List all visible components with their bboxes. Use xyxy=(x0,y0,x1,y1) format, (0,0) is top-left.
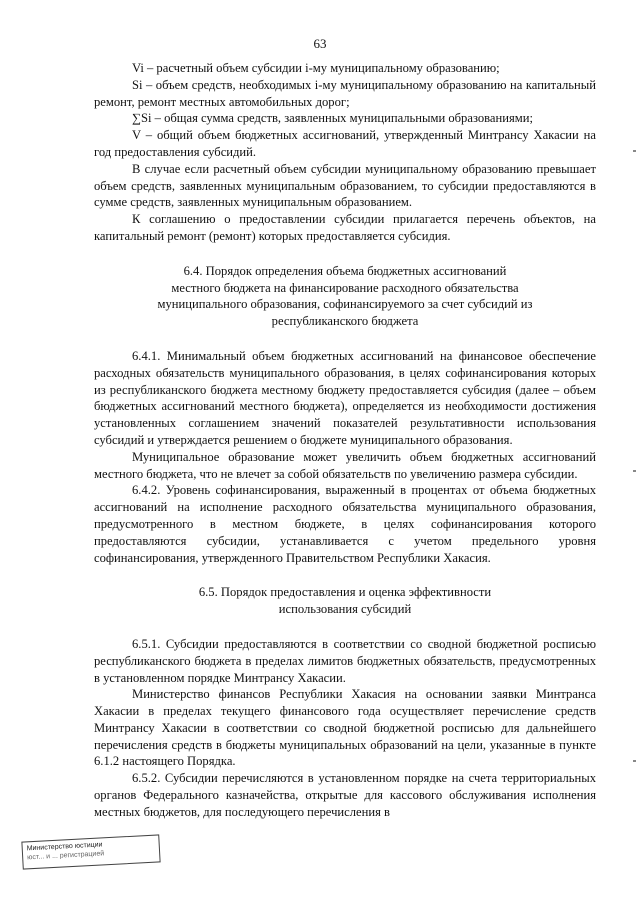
heading-line: республиканского бюджета xyxy=(271,314,419,329)
paragraph: К соглашению о предоставлении субсидии прилагается перечень объектов, на капитальный ремонт (ремонт) которых предоставляется субсидия. xyxy=(94,212,596,243)
stamp-line: Министерство юстиции xyxy=(26,841,103,853)
heading-line: 6.5. Порядок предоставления и оценка эффективности xyxy=(198,585,492,600)
heading-line: 6.4. Порядок определения объема бюджетных ассигнований xyxy=(183,263,507,278)
section-heading-6-5 xyxy=(94,584,596,618)
paragraph: 6.5.2. Субсидии перечисляются в установленном порядке на счета территориальных органов Федерального казначейства, открытые для кассового обслуживания исполнения местных бюджетов, для последующего перечисления в xyxy=(94,771,596,819)
paragraph: Vi – расчетный объем субсидии i-му муниципальному образованию; xyxy=(132,61,500,75)
heading-line: использования субсидий xyxy=(278,602,412,617)
paragraph: 6.4.1. Минимальный объем бюджетных ассигнований на финансовое обеспечение расходных обязательств муниципального образования, в целях софинансирования которых из республиканского бюджета местному бюджету предоставляется субсидия (далее – объем бюджетных ассигнований местного бюджета), определяется из необходимости достижения установленных соглашением значений показателей результативности использования субсидий и утверждается решением о бюджете муниципального образования. xyxy=(94,348,596,447)
paragraph: 6.4.2. Уровень софинансирования, выраженный в процентах от объема бюджетных ассигнований на исполнение расходного обязательства муниципального образования, предусмотренного в местном бюджете, в целях софинансирования которого предоставляются субсидии, устанавливается с учетом предельного уровня софинансирования, утвержденного Правительством Республики Хакасия. xyxy=(94,483,596,565)
paragraph: 6.5.1. Субсидии предоставляются в соответствии со сводной бюджетной росписью республиканского бюджета в пределах лимитов бюджетных обязательств, предусмотренных в установленном порядке Минтрансу Хакасии. xyxy=(94,636,596,685)
scan-edge-mark xyxy=(633,150,636,152)
section-heading-6-4 xyxy=(94,263,596,330)
scan-edge-mark xyxy=(633,470,636,472)
paragraph: Муниципальное образование может увеличить объем бюджетных ассигнований местного бюджета, что не влечет за собой обязательств по увеличению размера субсидии. xyxy=(94,449,596,481)
heading-line: местного бюджета на финансирование расходного обязательства xyxy=(171,280,519,295)
document-body xyxy=(94,60,596,821)
scan-edge-mark xyxy=(633,760,636,762)
paragraph: V – общий объем бюджетных ассигнований, утвержденный Минтрансу Хакасии на год предоставления субсидий. xyxy=(94,128,596,159)
paragraph: Министерство финансов Республики Хакасия на основании заявки Минтранса Хакасии в пределах текущего финансового года осуществляет перечисление средств Минтрансу Хакасии в соответствии со сводной бюджетной росписью для дальнейшего перечисления средств в бюджеты муниципальных образований на цели, указанные в пункте 6.1.2 настоящего Порядка. xyxy=(94,687,596,769)
paragraph: В случае если расчетный объем субсидии муниципальному образованию превышает объем средств, заявленных муниципальным образованием, то субсидии предоставляются в сумме средств, заявленных муниципальным образованием. xyxy=(94,161,596,210)
stamp-line: юст... и ... регистрацией xyxy=(27,850,105,862)
page-number: 63 xyxy=(313,36,327,51)
heading-line: муниципального образования, софинансируемого за счет субсидий из xyxy=(157,297,533,312)
paragraph: ∑Si – общая сумма средств, заявленных муниципальными образованиями; xyxy=(132,111,533,126)
paragraph: Si – объем средств, необходимых i-му муниципальному образованию на капитальный ремонт, ремонт местных автомобильных дорог; xyxy=(94,77,596,109)
registration-stamp xyxy=(21,834,160,869)
